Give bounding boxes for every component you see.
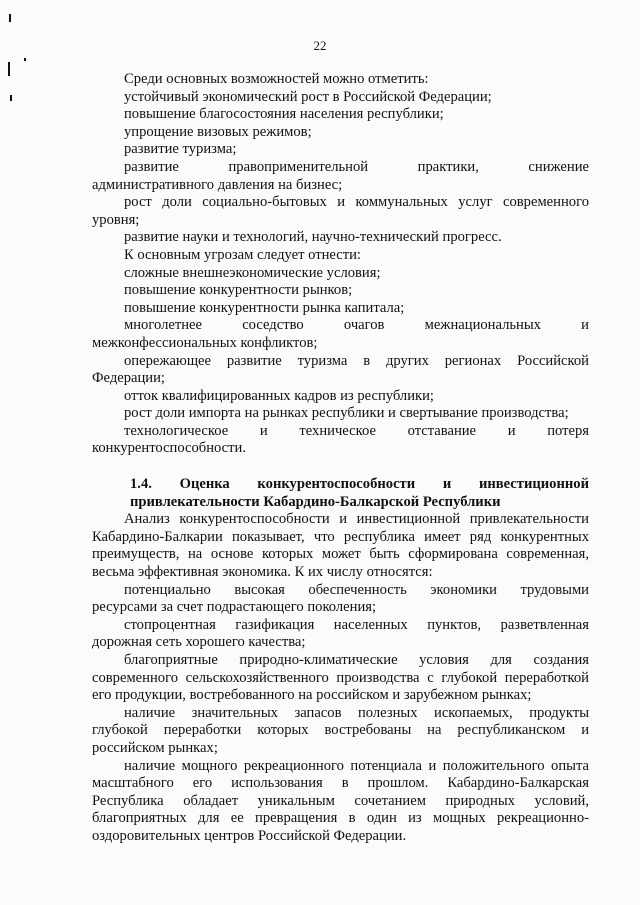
list-item-continuation: дорожная сеть хорошего качества; bbox=[92, 634, 306, 651]
list-item: технологическое и техническое отставание и потеря bbox=[124, 422, 589, 439]
list-item: повышение конкурентности рынков; bbox=[124, 282, 353, 299]
list-item: рост доли импорта на рынках республики и свертывание производства; bbox=[124, 405, 569, 422]
list-item: потенциально высокая обеспеченность экономики трудовыми bbox=[124, 581, 589, 598]
page-number: 22 bbox=[313, 38, 327, 53]
list-item-continuation: Республика обладает уникальным сочетанием природных условий, bbox=[92, 792, 589, 809]
list-item: повышение конкурентности рынка капитала; bbox=[124, 299, 405, 316]
document-body bbox=[92, 71, 589, 846]
section-heading: 1.4. Оценка конкурентоспособности и инвестиционной bbox=[130, 476, 589, 493]
list-item: устойчивый экономический рост в Российской Федерации; bbox=[124, 88, 492, 105]
list-item: стопроцентная газификация населенных пунктов, разветвленная bbox=[124, 616, 589, 633]
list-item-continuation: его продукции, востребованного на российском и зарубежном рынках; bbox=[92, 687, 532, 704]
list-item: развитие туризма; bbox=[124, 141, 237, 158]
list-item: благоприятные природно-климатические условия для создания bbox=[124, 652, 589, 668]
list-item: развитие правоприменительной практики, снижение bbox=[124, 158, 589, 175]
list-item: многолетнее соседство очагов межнациональных и bbox=[124, 317, 589, 334]
paragraph-line: Анализ конкурентоспособности и инвестиционной привлекательности bbox=[124, 511, 589, 528]
list-item: развитие науки и технологий, научно-технический прогресс. bbox=[124, 229, 502, 246]
list-item: опережающее развитие туризма в других регионах Российской bbox=[124, 352, 589, 369]
section-heading-continuation: привлекательности Кабардино-Балкарской Республики bbox=[130, 493, 501, 510]
scan-mark bbox=[9, 14, 11, 22]
list-item: упрощение визовых режимов; bbox=[124, 123, 312, 140]
scan-mark bbox=[24, 58, 26, 61]
list-item-continuation: оздоровительных центров Российской Федерации. bbox=[92, 827, 407, 844]
list-item: повышение благосостояния населения республики; bbox=[124, 106, 444, 123]
paragraph-line: преимуществ, на основе которых может быть сформирована современная, bbox=[92, 546, 589, 563]
list-item-continuation: административного давления на бизнес; bbox=[92, 176, 343, 193]
list-item-continuation: благоприятных для ее превращения в один из мощных рекреационно- bbox=[92, 810, 589, 827]
list-item-continuation: современного сельскохозяйственного производства с глубокой переработкой bbox=[92, 669, 589, 686]
list-item-continuation: масштабного его использования в прошлом. Кабардино-Балкарская bbox=[92, 775, 589, 792]
list-item: отток квалифицированных кадров из республики; bbox=[124, 387, 434, 404]
list-item-continuation: уровня; bbox=[92, 211, 140, 228]
scan-mark bbox=[10, 95, 12, 101]
list-item-continuation: конкурентоспособности. bbox=[92, 440, 246, 457]
list-item: рост доли социально-бытовых и коммунальных услуг современного bbox=[124, 194, 589, 211]
scan-mark bbox=[8, 62, 10, 76]
threats-intro: К основным угрозам следует отнести: bbox=[124, 246, 361, 263]
list-item: сложные внешнеэкономические условия; bbox=[124, 264, 381, 281]
list-item-continuation: российском рынках; bbox=[92, 739, 218, 756]
paragraph-line: Кабардино-Балкарии показывает, что республика имеет ряд конкурентных bbox=[92, 528, 589, 545]
list-item-continuation: межконфессиональных конфликтов; bbox=[92, 334, 318, 351]
list-item-continuation: глубокой переработки которых востребованы на республиканском и bbox=[92, 722, 589, 739]
list-item-continuation: ресурсами за счет подрастающего поколения; bbox=[92, 599, 377, 616]
opportunities-intro: Среди основных возможностей можно отметить: bbox=[124, 71, 429, 87]
list-item: наличие мощного рекреационного потенциала и положительного опыта bbox=[124, 757, 589, 774]
paragraph-line: весьма эффективная экономика. К их числу относятся: bbox=[92, 564, 433, 581]
list-item: наличие значительных запасов полезных ископаемых, продукты bbox=[124, 704, 589, 721]
list-item-continuation: Федерации; bbox=[92, 370, 165, 387]
